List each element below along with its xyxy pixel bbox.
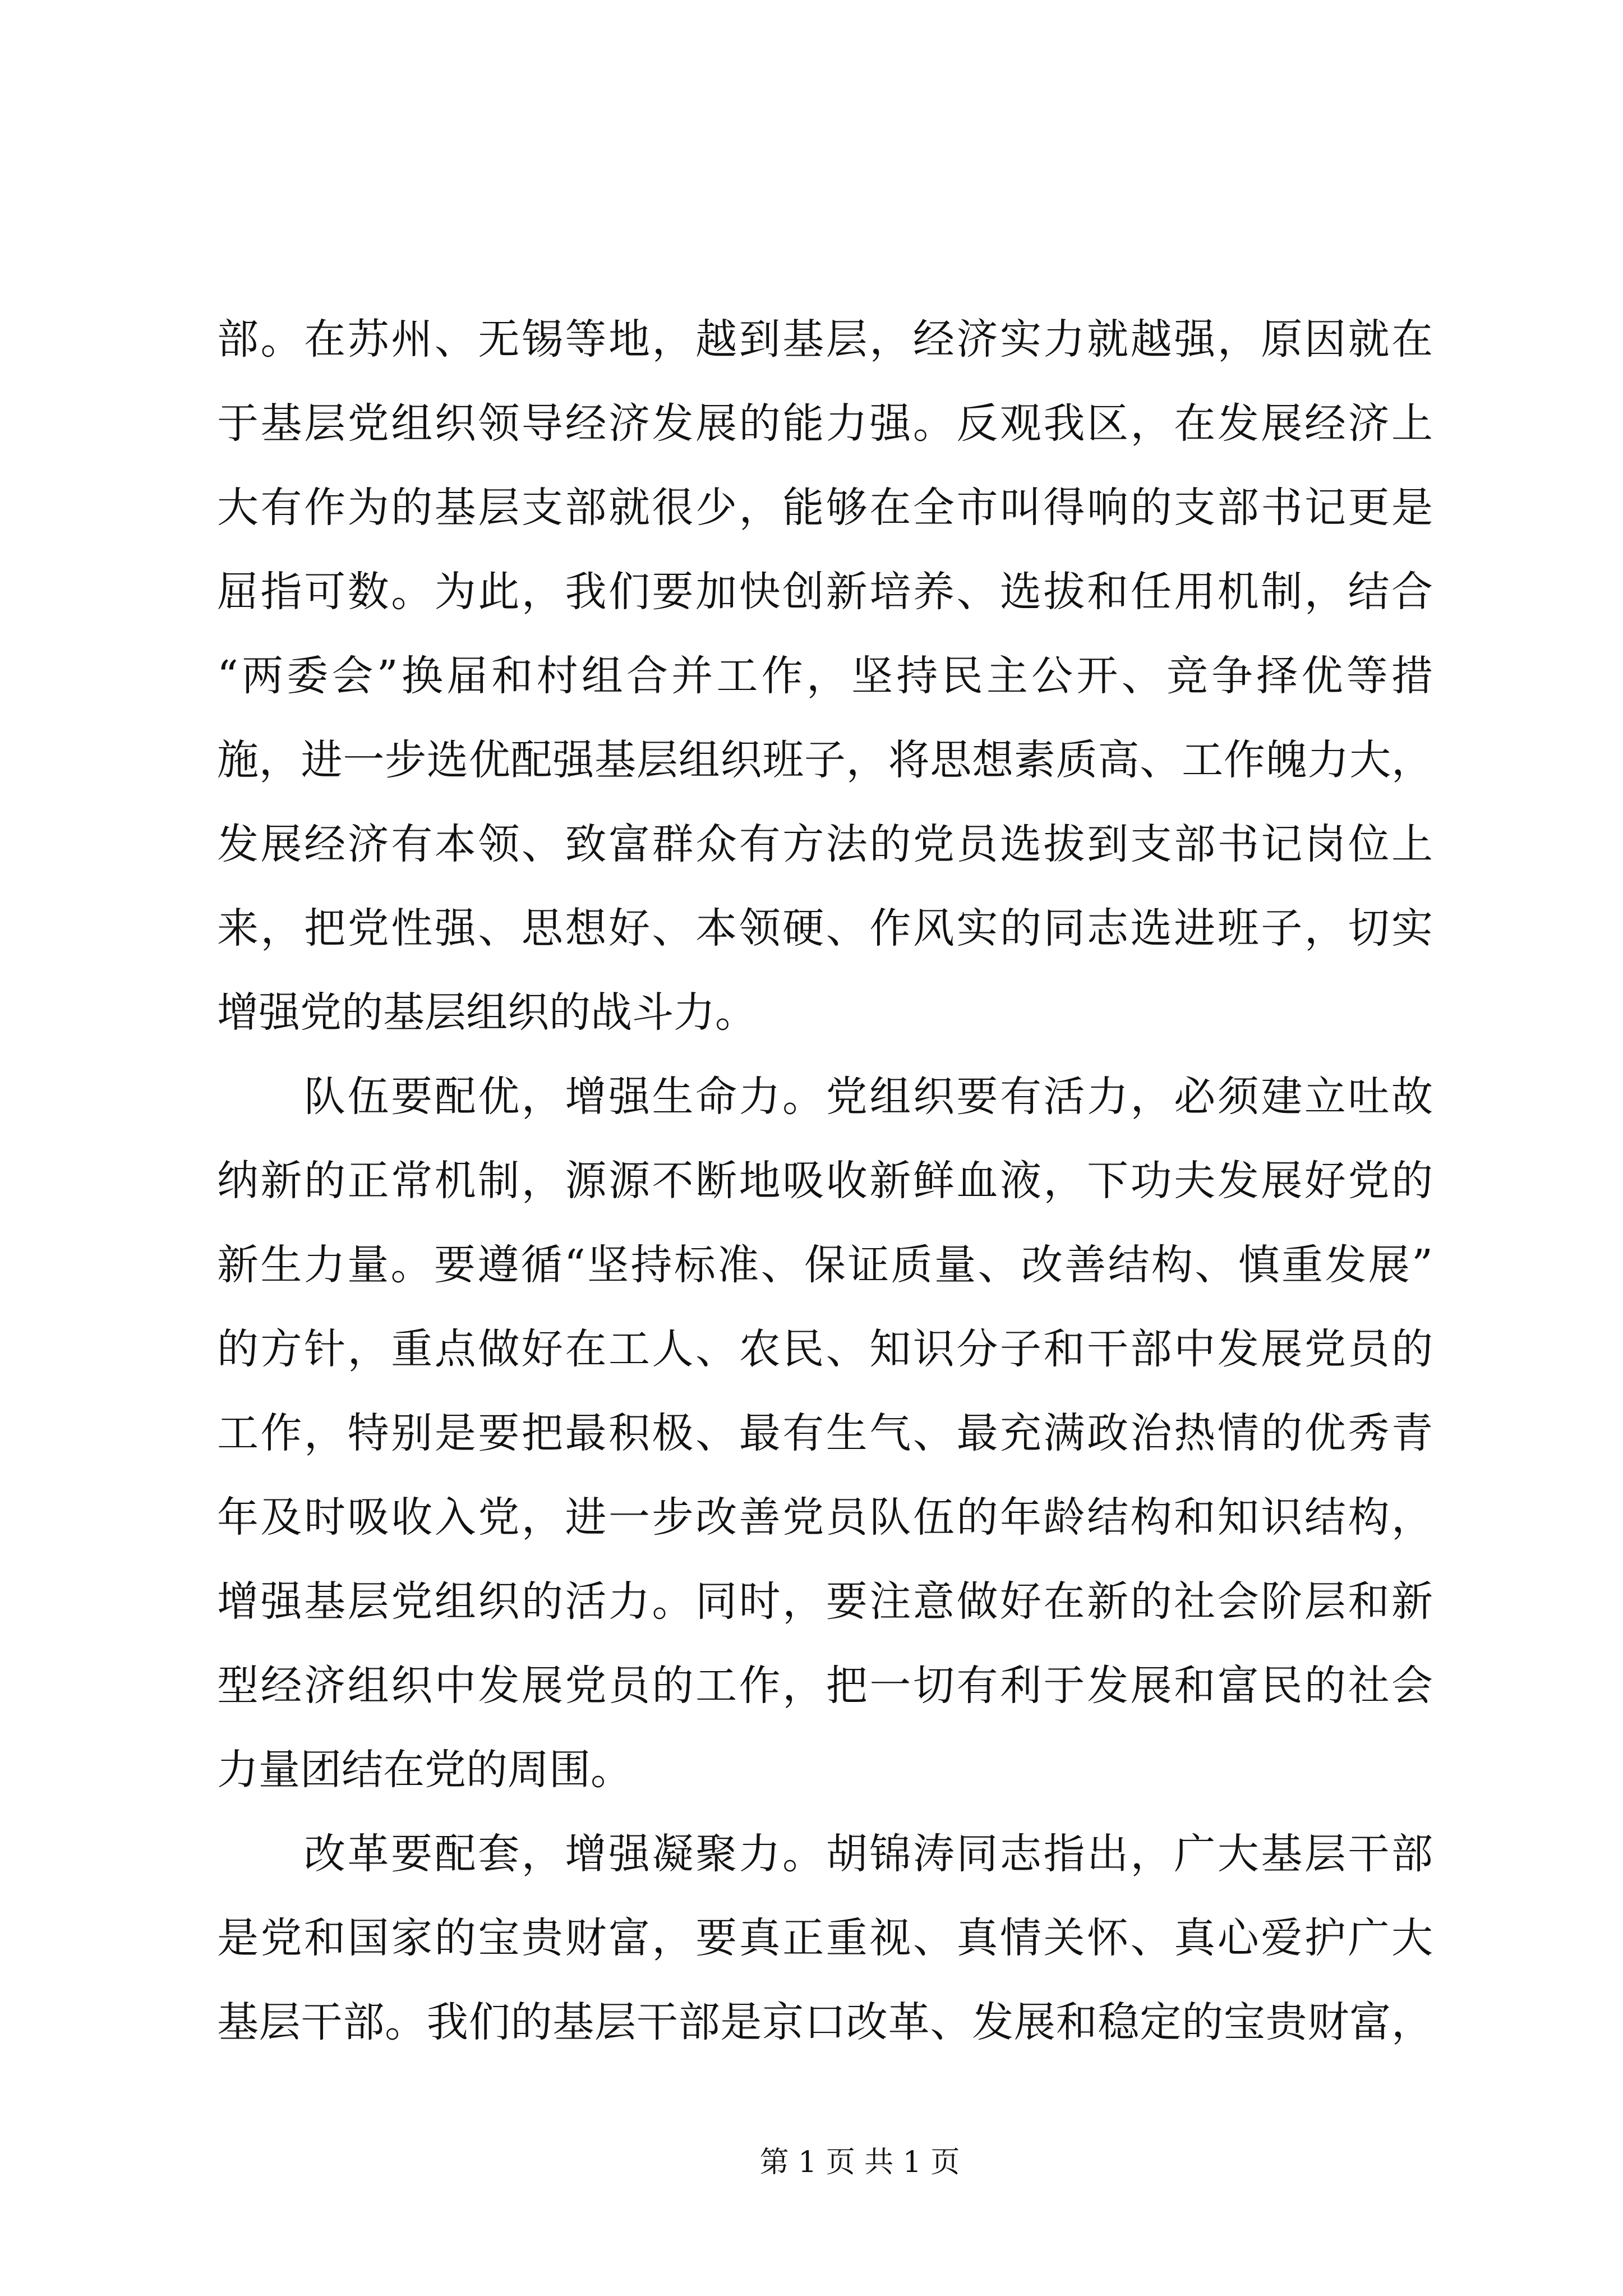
text-line: 力量团结在党的周围。 <box>217 1746 632 1794</box>
text-line: 基层干部。我们的基层干部是京口改革、发展和稳定的宝贵财富， <box>217 1998 1433 2046</box>
text-line: 型经济组织中发展党员的工作，把一切有利于发展和富民的社会 <box>217 1662 1433 1710</box>
text-line: 部。在苏州、无锡等地，越到基层，经济实力就越强，原因就在 <box>217 315 1433 364</box>
text-line: 纳新的正常机制，源源不断地吸收新鲜血液，下功夫发展好党的 <box>217 1157 1433 1205</box>
paragraph-3 <box>217 1812 1433 2064</box>
paragraph-1 <box>217 297 1433 1055</box>
text-line: 改革要配套，增强凝聚力。胡锦涛同志指出，广大基层干部 <box>304 1830 1433 1878</box>
text-line: 发展经济有本领、致富群众有方法的党员选拔到支部书记岗位上 <box>217 820 1433 868</box>
text-line: 大有作为的基层支部就很少，能够在全市叫得响的支部书记更是 <box>217 484 1433 532</box>
text-line: 增强基层党组织的活力。同时，要注意做好在新的社会阶层和新 <box>217 1577 1433 1626</box>
text-line: 于基层党组织领导经济发展的能力强。反观我区，在发展经济上 <box>217 399 1433 448</box>
text-line: 年及时吸收入党，进一步改善党员队伍的年龄结构和知识结构， <box>217 1493 1433 1542</box>
paragraph-2 <box>217 1055 1433 1812</box>
text-line: 工作，特别是要把最积极、最有生气、最充满政治热情的优秀青 <box>217 1409 1433 1457</box>
text-line: 来，把党性强、思想好、本领硬、作风实的同志选进班子，切实 <box>217 904 1433 953</box>
text-line: 是党和国家的宝贵财富，要真正重视、真情关怀、真心爱护广大 <box>217 1914 1433 1962</box>
text-line: 增强党的基层组织的战斗力。 <box>217 988 757 1037</box>
text-line: 屈指可数。为此，我们要加快创新培养、选拔和任用机制，结合 <box>217 568 1433 616</box>
text-line: 新生力量。要遵循“坚持标准、保证质量、改善结构、慎重发展” <box>217 1241 1433 1289</box>
page-footer: 第 1 页 共 1 页 <box>759 2146 960 2179</box>
text-line: 的方针，重点做好在工人、农民、知识分子和干部中发展党员的 <box>217 1325 1433 1373</box>
text-line: “两委会”换届和村组合并工作，坚持民主公开、竞争择优等措 <box>217 652 1433 700</box>
text-line: 队伍要配优，增强生命力。党组织要有活力，必须建立吐故 <box>304 1073 1433 1121</box>
body-text <box>217 297 1433 2064</box>
text-line: 施，进一步选优配强基层组织班子，将思想素质高、工作魄力大， <box>217 736 1433 784</box>
